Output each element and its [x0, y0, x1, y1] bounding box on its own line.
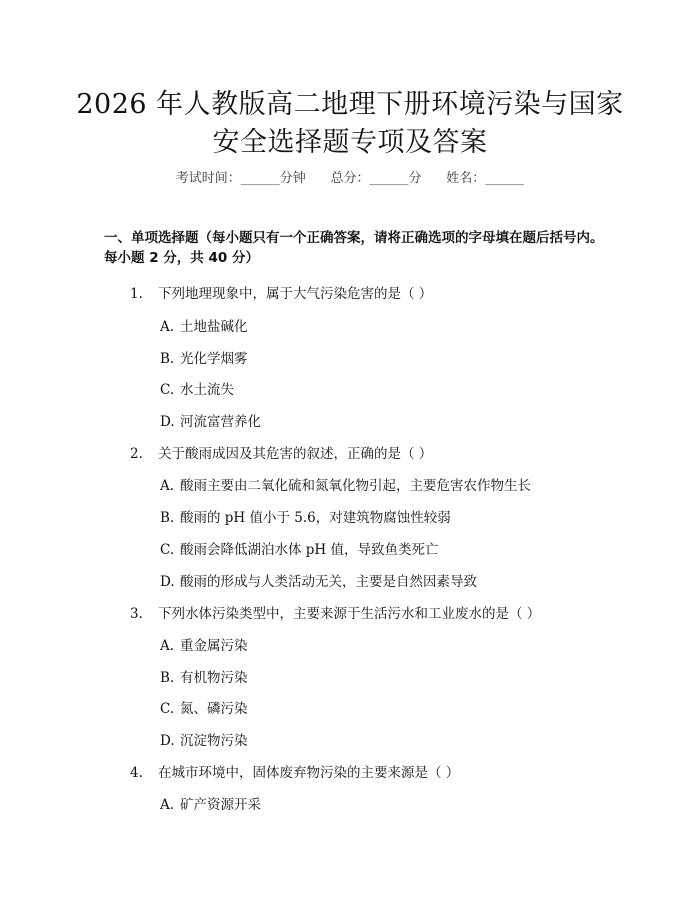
option-text: 酸雨会降低湖泊水体 pH 值，导致鱼类死亡 — [180, 542, 439, 558]
option-2d — [160, 570, 600, 590]
option-letter: C. — [160, 701, 175, 717]
option-text: 矿产资源开采 — [180, 797, 261, 813]
question-number: 3. — [130, 606, 143, 622]
question-4 — [130, 761, 610, 781]
option-text: 河流富营养化 — [180, 414, 261, 430]
question-text: 关于酸雨成因及其危害的叙述，正确的是（ ） — [158, 446, 433, 462]
option-text: 氮、磷污染 — [180, 701, 248, 717]
option-letter: D. — [160, 733, 175, 749]
option-3a — [160, 634, 600, 654]
option-2a — [160, 474, 600, 494]
option-1d — [160, 410, 600, 430]
option-letter: A. — [160, 638, 175, 654]
option-letter: B. — [160, 670, 175, 686]
option-3b — [160, 666, 600, 686]
option-text: 酸雨的 pH 值小于 5.6，对建筑物腐蚀性较弱 — [180, 510, 451, 526]
option-text: 沉淀物污染 — [180, 733, 248, 749]
question-text: 下列水体污染类型中，主要来源于生活污水和工业废水的是（ ） — [158, 606, 541, 622]
option-letter: B. — [160, 351, 175, 367]
page-title — [0, 86, 700, 162]
section-header: 一、单项选择题（每小题只有一个正确答案，请将正确选项的字母填在题后括号内。每小题 2 分，共 40 分） — [104, 230, 604, 266]
option-2c — [160, 538, 600, 558]
option-letter: A. — [160, 478, 175, 494]
option-text: 重金属污染 — [180, 638, 248, 654]
exam-meta: 考试时间：______分钟 总分：______分 姓名：______ — [175, 171, 525, 186]
question-number: 2. — [130, 446, 143, 462]
option-letter: A. — [160, 797, 175, 813]
option-letter: C. — [160, 382, 175, 398]
option-3d — [160, 729, 600, 749]
option-letter: D. — [160, 414, 175, 430]
option-letter: A. — [160, 319, 175, 335]
option-text: 水土流失 — [180, 382, 234, 398]
question-3 — [130, 602, 610, 622]
option-text: 酸雨的形成与人类活动无关，主要是自然因素导致 — [180, 574, 477, 590]
question-number: 1. — [130, 286, 143, 302]
option-1a — [160, 315, 600, 335]
option-1c — [160, 378, 600, 398]
option-3c — [160, 697, 600, 717]
option-letter: B. — [160, 510, 175, 526]
option-text: 有机物污染 — [180, 670, 248, 686]
option-text: 酸雨主要由二氧化硫和氮氧化物引起，主要危害农作物生长 — [180, 478, 531, 494]
option-letter: D. — [160, 574, 175, 590]
title-line-2: 安全选择题专项及答案 — [212, 127, 488, 158]
title-line-1: 2026 年人教版高二地理下册环境污染与国家 — [76, 89, 624, 120]
option-4a — [160, 793, 600, 813]
option-text: 光化学烟雾 — [180, 351, 248, 367]
option-1b — [160, 347, 600, 367]
option-2b — [160, 506, 600, 526]
option-letter: C. — [160, 542, 175, 558]
question-text: 在城市环境中，固体废弃物污染的主要来源是（ ） — [158, 765, 460, 781]
question-2 — [130, 442, 610, 462]
option-text: 土地盐碱化 — [180, 319, 248, 335]
question-text: 下列地理现象中，属于大气污染危害的是（ ） — [158, 286, 433, 302]
question-1 — [130, 282, 610, 302]
question-number: 4. — [130, 765, 143, 781]
